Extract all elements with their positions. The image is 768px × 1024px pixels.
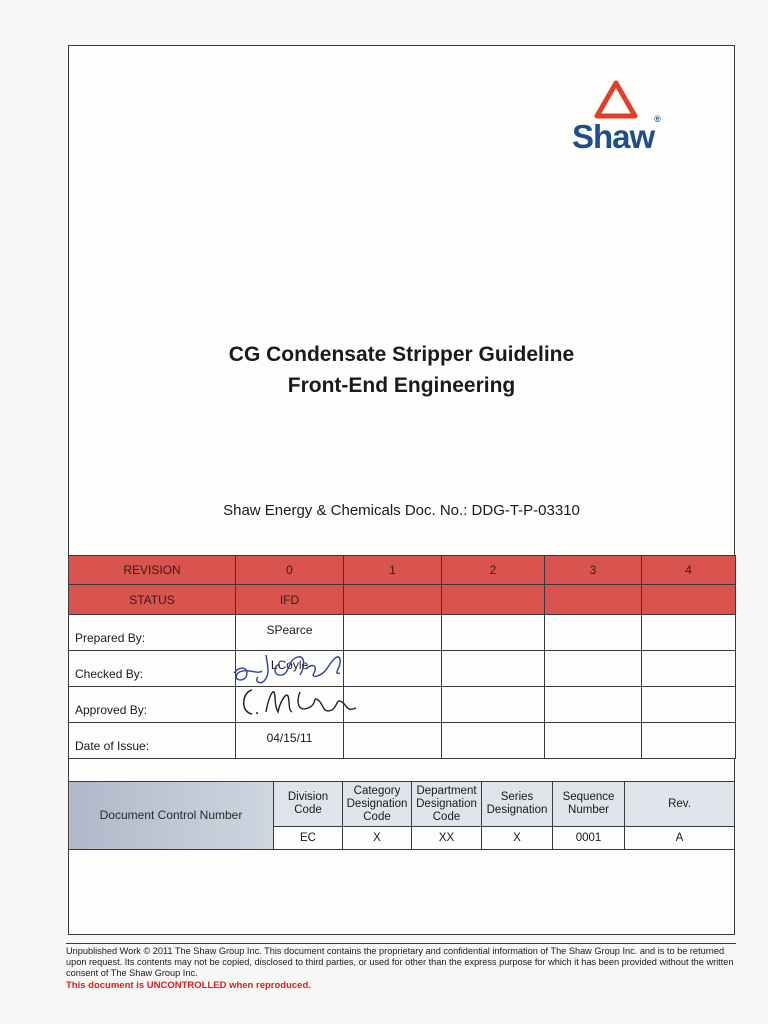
approved-row: [69, 687, 736, 723]
triangle-logo-icon: [594, 80, 638, 120]
rev-header: Rev.: [625, 782, 735, 827]
series-value: X: [482, 827, 553, 850]
status-3: [545, 585, 642, 615]
revision-table: [68, 555, 736, 759]
series-header: Series Designation: [482, 782, 553, 827]
status-label: STATUS: [69, 585, 236, 615]
category-code-header: Category Designation Code: [343, 782, 412, 827]
department-code-value: XX: [412, 827, 482, 850]
approved-signature: [238, 682, 358, 722]
revision-4: 4: [642, 556, 736, 585]
rev-value: A: [625, 827, 735, 850]
revision-row: [69, 556, 736, 585]
date-row: [69, 723, 736, 759]
uncontrolled-warning: This document is UNCONTROLLED when reproduced.: [66, 980, 311, 991]
division-code-value: EC: [274, 827, 343, 850]
document-subtitle: Front-End Engineering: [287, 374, 516, 397]
prepared-value: SPearce: [266, 623, 313, 637]
prepared-row: [69, 615, 736, 651]
sequence-value: 0001: [553, 827, 625, 850]
revision-2: 2: [442, 556, 545, 585]
document-number: Shaw Energy & Chemicals Doc. No.: DDG-T-P-03310: [223, 502, 580, 519]
footer-notice: Unpublished Work © 2011 The Shaw Group Inc. This document contains the proprietary and confidential information of The Shaw Group Inc. and is to be returned upon request. Its contents may not be copied, disclosed to third parties, or used for other than the express purpose for which it has been provided without the written consent of The Shaw Group Inc.: [66, 946, 734, 978]
control-header-row: [69, 782, 735, 827]
sequence-header: Sequence Number: [553, 782, 625, 827]
document-title: CG Condensate Stripper Guideline: [228, 343, 575, 366]
department-code-header: Department Designation Code: [412, 782, 482, 827]
revision-3: 3: [545, 556, 642, 585]
division-code-header: Division Code: [274, 782, 343, 827]
checked-value: LCoyle: [270, 658, 309, 672]
revision-1: 1: [344, 556, 442, 585]
approved-label: Approved By:: [75, 703, 148, 717]
revision-label: REVISION: [69, 556, 236, 585]
status-2: [442, 585, 545, 615]
category-code-value: X: [343, 827, 412, 850]
prepared-label: Prepared By:: [75, 631, 146, 645]
document-control-label: Document Control Number: [69, 782, 274, 850]
checked-label: Checked By:: [75, 667, 144, 681]
date-value: 04/15/11: [266, 731, 313, 745]
checked-row: [69, 651, 736, 687]
shaw-logo: [572, 80, 664, 160]
status-0: IFD: [236, 585, 344, 615]
revision-0: 0: [236, 556, 344, 585]
footer: [66, 943, 736, 991]
status-4: [642, 585, 736, 615]
logo-wordmark: Shaw®: [572, 114, 661, 155]
status-1: [344, 585, 442, 615]
checked-signature: [228, 645, 348, 687]
status-row: [69, 585, 736, 615]
date-label: Date of Issue:: [75, 739, 150, 753]
document-control-table: [68, 781, 735, 850]
